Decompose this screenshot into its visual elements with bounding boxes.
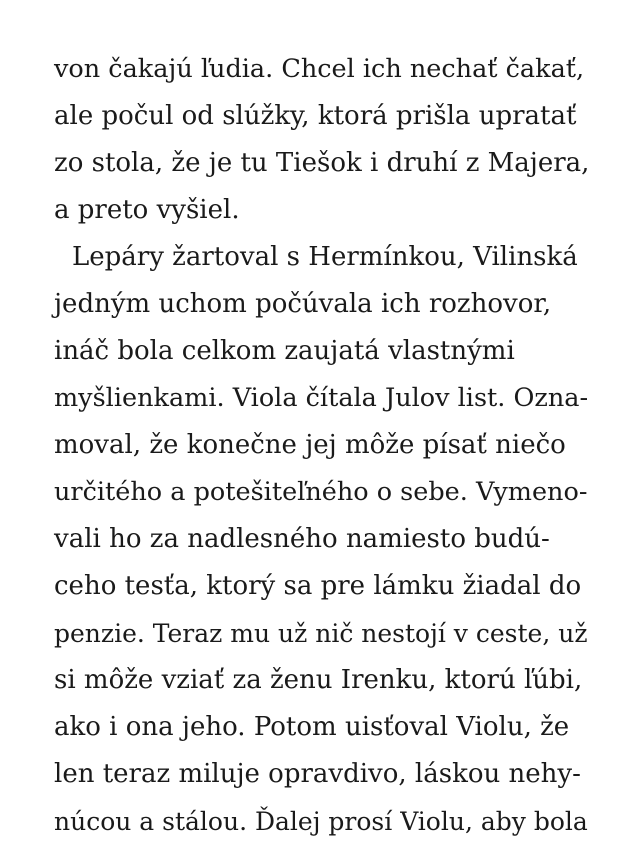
paragraph-start-line: Lepáry žartoval s Hermínkou, Vilinská bbox=[72, 242, 578, 272]
text-line: myšlienkami. Viola čítala Julov list. Ozna- bbox=[54, 383, 589, 413]
text-line: určitého a potešiteľného o sebe. Vymeno- bbox=[54, 477, 588, 507]
text-line: ináč bola celkom zaujatá vlastnými bbox=[54, 336, 515, 366]
text-line: moval, že konečne jej môže písať niečo bbox=[54, 430, 566, 460]
text-line: vali ho za nadlesného namiesto budú- bbox=[54, 524, 550, 554]
text-line: a preto vyšiel. bbox=[54, 195, 240, 225]
text-line: von čakajú ľudia. Chcel ich nechať čakať, bbox=[54, 54, 585, 84]
text-line: ako i ona jeho. Potom uisťoval Violu, že bbox=[54, 712, 570, 742]
text-line: núcou a stálou. Ďalej prosí Violu, aby bola bbox=[54, 807, 588, 836]
text-line: len teraz miluje opravdivo, láskou nehy- bbox=[54, 759, 581, 789]
text-line: jedným uchom počúvala ich rozhovor, bbox=[54, 289, 552, 319]
text-line: zo stola, že je tu Tiešok i druhí z Majera, bbox=[54, 148, 590, 178]
text-line: penzie. Teraz mu už nič nestojí v ceste, už bbox=[54, 619, 588, 648]
text-line: ceho tesťa, ktorý sa pre lámku žiadal do bbox=[54, 571, 582, 601]
text-line: ale počul od slúžky, ktorá prišla upratať bbox=[54, 101, 577, 131]
text-line: si môže vziať za ženu Irenku, ktorú ľúbi, bbox=[54, 665, 583, 695]
body-text bbox=[54, 46, 594, 845]
